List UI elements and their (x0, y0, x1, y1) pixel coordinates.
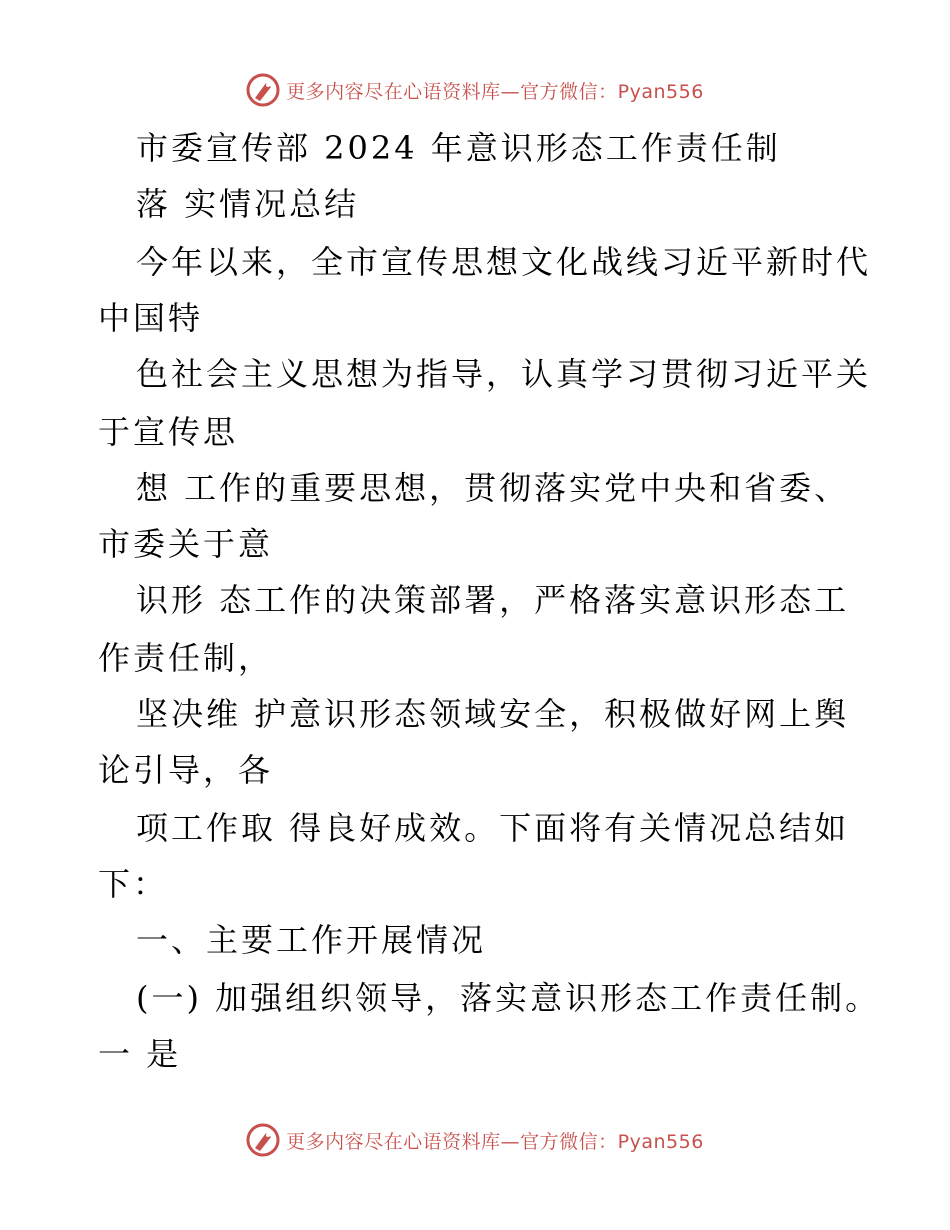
paragraph-line: 想 工作的重要思想，贯彻落实党中央和省委、 (136, 469, 850, 507)
paragraph-line: 坚决维 护意识形态领域安全，积极做好网上舆 (136, 695, 850, 733)
watermark-text: 更多内容尽在心语资料库—官方微信：Pyan556 (286, 80, 704, 103)
pen-logo-icon (246, 1123, 280, 1157)
doc-title-line-1: 市委宣传部 2024 年意识形态工作责任制 (136, 129, 781, 167)
paragraph-line: 识形 态工作的决策部署，严格落实意识形态工 (136, 581, 850, 619)
watermark-banner-bottom (0, 1118, 950, 1162)
paragraph-line: 色社会主义思想为指导，认真学习贯彻习近平关 (136, 355, 872, 393)
paragraph-line: 论引导，各 (98, 751, 274, 789)
paragraph-line: 今年以来，全市宣传思想文化战线习近平新时代 (136, 243, 872, 281)
paragraph-line: 一 是 (98, 1035, 182, 1073)
section-heading: 一、主要工作开展情况 (136, 921, 487, 959)
paragraph-line: 中国特 (98, 299, 204, 337)
watermark-text: 更多内容尽在心语资料库—官方微信：Pyan556 (286, 1130, 704, 1153)
watermark-banner-top (0, 68, 950, 112)
paragraph-line: 市委关于意 (98, 525, 274, 563)
paragraph-line: 项工作取 得良好成效。下面将有关情况总结如 (136, 809, 850, 847)
doc-title-line-2: 落 实情况总结 (136, 185, 360, 223)
subsection-heading: (一) 加强组织领导，落实意识形态工作责任制。 (136, 979, 881, 1017)
pen-logo-icon (246, 73, 280, 107)
paragraph-line: 下： (98, 865, 169, 903)
paragraph-line: 作责任制， (98, 639, 274, 677)
paragraph-line: 于宣传思 (98, 413, 239, 451)
